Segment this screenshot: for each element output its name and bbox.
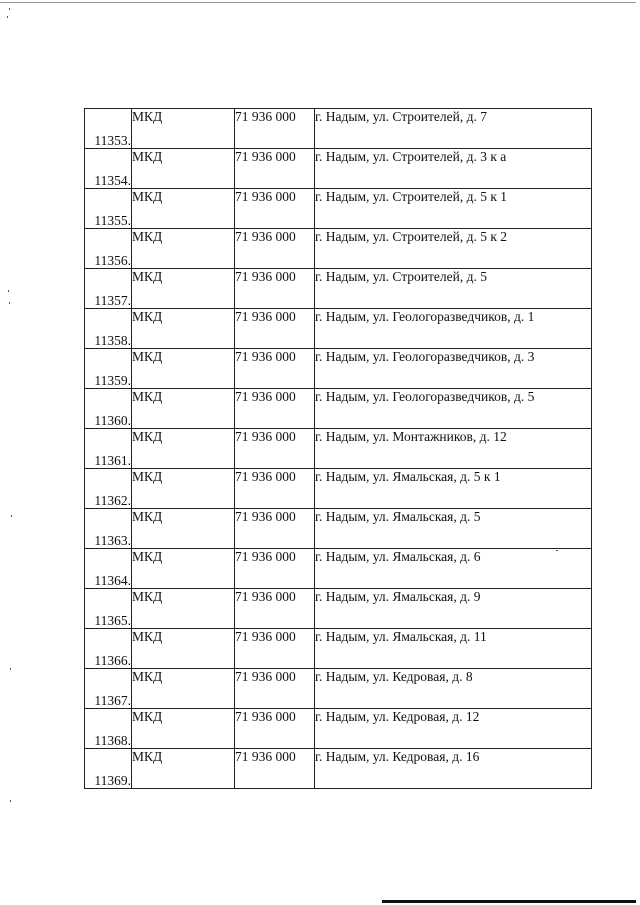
table-row xyxy=(85,229,592,269)
oktmo-code-cell: 71 936 000 xyxy=(235,749,315,789)
table-row xyxy=(85,309,592,349)
table-row xyxy=(85,269,592,309)
building-type-cell: МКД xyxy=(132,229,235,269)
scan-speck xyxy=(9,302,10,304)
address-cell: г. Надым, ул. Строителей, д. 7 xyxy=(315,109,592,149)
building-type-cell: МКД xyxy=(132,629,235,669)
oktmo-code-cell: 71 936 000 xyxy=(235,109,315,149)
oktmo-code-cell: 71 936 000 xyxy=(235,349,315,389)
address-cell: г. Надым, ул. Кедровая, д. 16 xyxy=(315,749,592,789)
building-type-cell: МКД xyxy=(132,309,235,349)
table-row xyxy=(85,109,592,149)
oktmo-code-cell: 71 936 000 xyxy=(235,549,315,589)
page-top-border xyxy=(0,2,636,3)
address-cell: г. Надым, ул. Ямальская, д. 9 xyxy=(315,589,592,629)
table-row xyxy=(85,749,592,789)
page-bottom-rule xyxy=(382,900,636,903)
row-number-cell: 11355. xyxy=(85,189,132,229)
building-type-cell: МКД xyxy=(132,749,235,789)
row-number-cell: 11358. xyxy=(85,309,132,349)
oktmo-code-cell: 71 936 000 xyxy=(235,429,315,469)
row-number-cell: 11368. xyxy=(85,709,132,749)
table-row xyxy=(85,389,592,429)
building-type-cell: МКД xyxy=(132,189,235,229)
table-row xyxy=(85,629,592,669)
table-row xyxy=(85,149,592,189)
address-cell: г. Надым, ул. Геологоразведчиков, д. 5 xyxy=(315,389,592,429)
building-type-cell: МКД xyxy=(132,349,235,389)
table-row xyxy=(85,669,592,709)
table-row xyxy=(85,429,592,469)
table-row xyxy=(85,189,592,229)
address-cell: г. Надым, ул. Строителей, д. 5 xyxy=(315,269,592,309)
row-number-cell: 11353. xyxy=(85,109,132,149)
row-number-cell: 11354. xyxy=(85,149,132,189)
oktmo-code-cell: 71 936 000 xyxy=(235,509,315,549)
address-cell: г. Надым, ул. Кедровая, д. 8 xyxy=(315,669,592,709)
address-cell: г. Надым, ул. Ямальская, д. 5 к 1 xyxy=(315,469,592,509)
row-number-cell: 11357. xyxy=(85,269,132,309)
scan-speck xyxy=(11,515,12,517)
oktmo-code-cell: 71 936 000 xyxy=(235,269,315,309)
row-number-cell: 11367. xyxy=(85,669,132,709)
scan-speck xyxy=(9,8,10,10)
oktmo-code-cell: 71 936 000 xyxy=(235,189,315,229)
oktmo-code-cell: 71 936 000 xyxy=(235,149,315,189)
address-cell: г. Надым, ул. Ямальская, д. 11 xyxy=(315,629,592,669)
oktmo-code-cell: 71 936 000 xyxy=(235,309,315,349)
address-cell: г. Надым, ул. Строителей, д. 3 к а xyxy=(315,149,592,189)
row-number-cell: 11360. xyxy=(85,389,132,429)
building-type-cell: МКД xyxy=(132,429,235,469)
scan-speck xyxy=(8,290,9,292)
oktmo-code-cell: 71 936 000 xyxy=(235,589,315,629)
row-number-cell: 11366. xyxy=(85,629,132,669)
oktmo-code-cell: 71 936 000 xyxy=(235,389,315,429)
oktmo-code-cell: 71 936 000 xyxy=(235,629,315,669)
building-type-cell: МКД xyxy=(132,269,235,309)
address-cell: г. Надым, ул. Строителей, д. 5 к 1 xyxy=(315,189,592,229)
address-cell: г. Надым, ул. Монтажников, д. 12 xyxy=(315,429,592,469)
table-row xyxy=(85,349,592,389)
table-row xyxy=(85,709,592,749)
oktmo-code-cell: 71 936 000 xyxy=(235,709,315,749)
row-number-cell: 11369. xyxy=(85,749,132,789)
row-number-cell: 11359. xyxy=(85,349,132,389)
oktmo-code-cell: 71 936 000 xyxy=(235,229,315,269)
row-number-cell: 11364. xyxy=(85,549,132,589)
row-number-cell: 11365. xyxy=(85,589,132,629)
scan-speck xyxy=(10,800,11,802)
table-row xyxy=(85,509,592,549)
address-cell: г. Надым, ул. Ямальская, д. 6 xyxy=(315,549,592,589)
row-number-cell: 11361. xyxy=(85,429,132,469)
building-type-cell: МКД xyxy=(132,149,235,189)
row-number-cell: 11362. xyxy=(85,469,132,509)
register-table-body xyxy=(85,109,592,789)
table-row xyxy=(85,469,592,509)
address-cell: г. Надым, ул. Ямальская, д. 5 xyxy=(315,509,592,549)
table-row xyxy=(85,549,592,589)
building-type-cell: МКД xyxy=(132,589,235,629)
oktmo-code-cell: 71 936 000 xyxy=(235,669,315,709)
address-cell: г. Надым, ул. Геологоразведчиков, д. 1 xyxy=(315,309,592,349)
address-cell: г. Надым, ул. Кедровая, д. 12 xyxy=(315,709,592,749)
building-type-cell: МКД xyxy=(132,469,235,509)
row-number-cell: 11363. xyxy=(85,509,132,549)
scan-speck xyxy=(10,668,11,670)
address-cell: г. Надым, ул. Строителей, д. 5 к 2 xyxy=(315,229,592,269)
building-type-cell: МКД xyxy=(132,389,235,429)
building-type-cell: МКД xyxy=(132,109,235,149)
address-cell: г. Надым, ул. Геологоразведчиков, д. 3 xyxy=(315,349,592,389)
building-type-cell: МКД xyxy=(132,549,235,589)
building-type-cell: МКД xyxy=(132,669,235,709)
scan-speck xyxy=(7,16,8,18)
table-row xyxy=(85,589,592,629)
row-number-cell: 11356. xyxy=(85,229,132,269)
address-register-table xyxy=(84,108,592,789)
oktmo-code-cell: 71 936 000 xyxy=(235,469,315,509)
building-type-cell: МКД xyxy=(132,509,235,549)
building-type-cell: МКД xyxy=(132,709,235,749)
